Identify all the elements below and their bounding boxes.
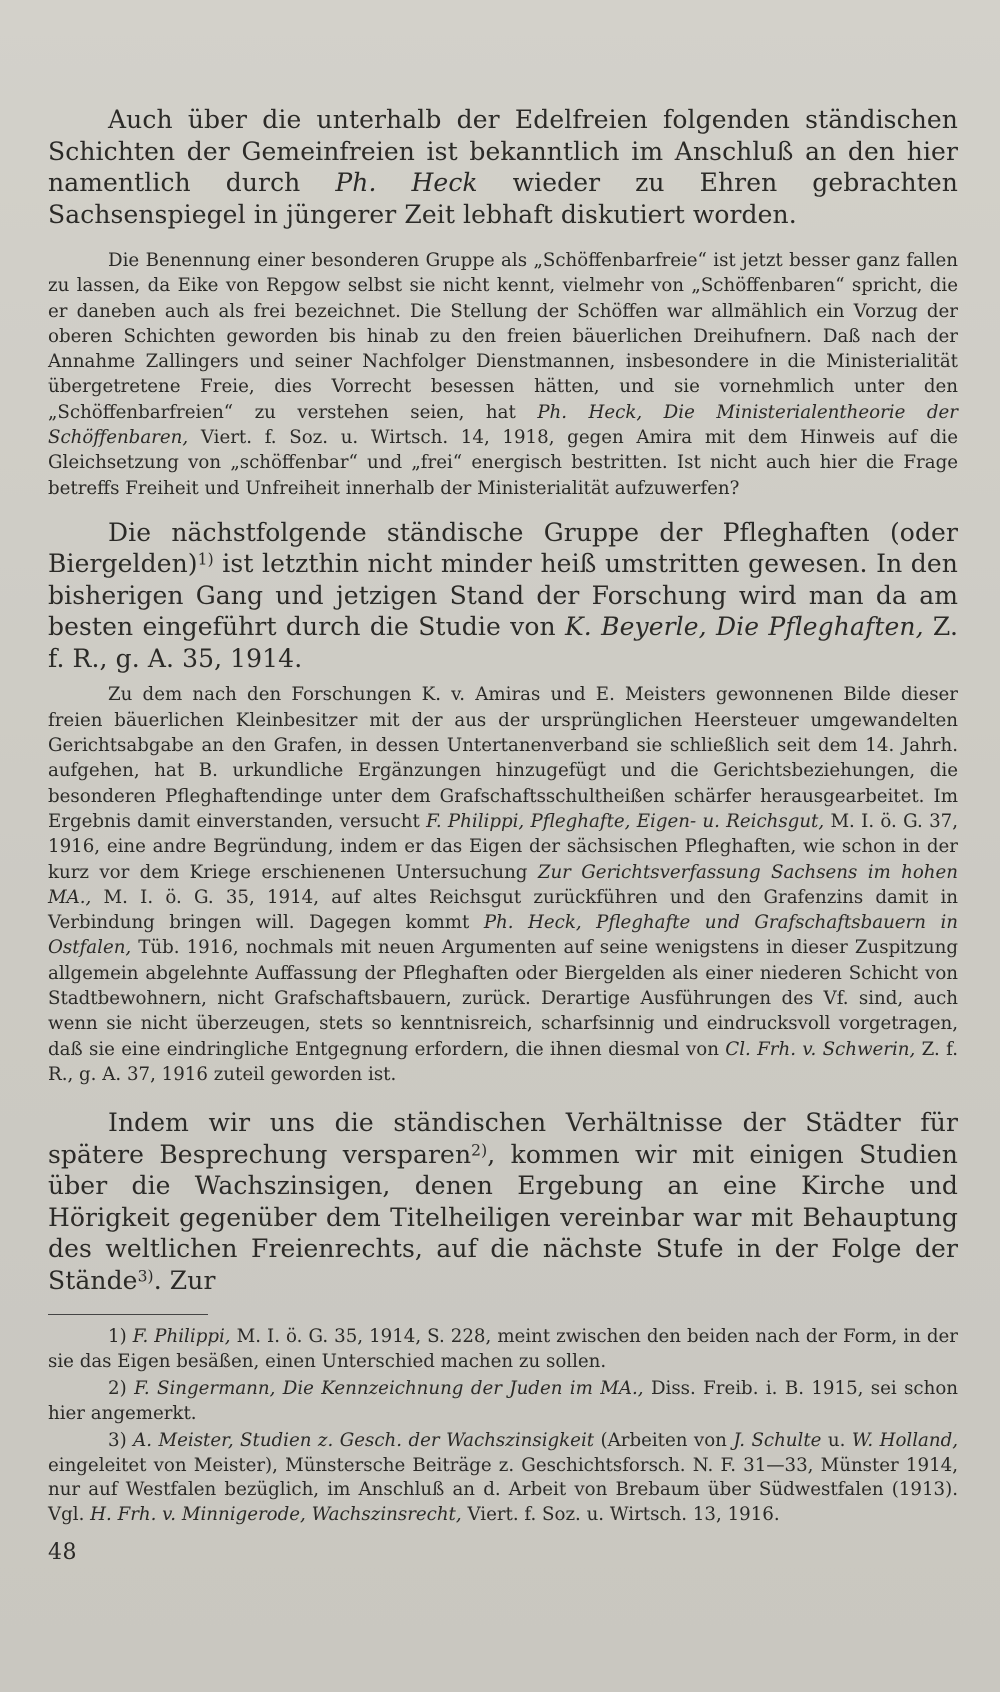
work-citation: K. Beyerle, Die Pfleghaften, (565, 612, 924, 642)
work-citation: F. Philippi, (132, 1326, 231, 1348)
paragraph-text: Die Benennung einer besonderen Gruppe als „Schöffenbarfreie“ ist jetzt besser ganz fallen zu lassen, da Eike von Repgow selbst sie nicht kennt, vielmehr von „Schöffenbaren“ spricht, die er daneben auch als frei bezeichnet. Die Stellung der Schöffen war allmählich ein Vorzug der oberen Schichten geworden bis hinab zu den freien bäuerlichen Dreihufnern. Daß nach der Annahme Zallingers und seiner Nachfolger Dienstmannen, insbesondere in die Ministerialität übergetretene Freie, dies Vorrecht besessen hätten, und sie vornehmlich unter den „Schöffenbarfreien“ zu verstehen seien, hat (48, 250, 958, 423)
footnote-ref: 1) (197, 550, 214, 569)
paragraph-text: , kommen wir mit einigen Studien über die Wachszinsigen, denen Ergebung an eine Kirche und Hörigkeit gegenüber dem Titelheiligen vereinbar war mit Behauptung des weltlichen Freienrechts, auf die nächste Stufe in der Folge der Stände (48, 1139, 959, 1295)
paragraph-beyerle-discussion (48, 682, 958, 1087)
work-citation: J. Schulte (733, 1430, 822, 1452)
paragraph-text: Die nächstfolgende ständische Gruppe der Pfleghaften (oder Biergelden) (48, 517, 958, 579)
footnote-text: (Arbeiten von (594, 1430, 734, 1452)
paragraph-text: ist letzthin nicht minder heiß umstritten gewesen. In den bisherigen Gang und jetzigen Stand der Forschung wird man da am besten eingeführt durch die Studie von (48, 549, 958, 642)
work-citation: F. Singermann, Die Kennzeichnung der Juden im MA., (134, 1378, 644, 1400)
work-citation: H. Frh. v. Minnigerode, Wachszinsrecht, (90, 1503, 462, 1525)
footnote-ref: 2) (471, 1140, 488, 1159)
paragraph-text: . Zur (153, 1265, 216, 1295)
paragraph-schoeffenbarfreie (48, 248, 958, 501)
paragraph-text: Indem wir uns die ständischen Verhältnisse der Städter für spätere Besprechung versparen (48, 1108, 958, 1169)
footnote-1 (48, 1325, 958, 1374)
paragraph-text: Tüb. 1916, nochmals mit neuen Argumenten auf seine wenigstens in dieser Zuspitzung allgemein abgelehnte Auffassung der Pfleghaften oder Biergelden als einer niederen Schicht von Stadtbewohnern, nicht Grafschaftsbauern, zurück. Derartige Ausführungen des Vf. sind, auch wenn sie nicht überzeugen, stets so kenntnisreich, scharfsinnig und eindrucksvoll vorgetragen, daß sie eine eindringliche Entgegnung erfordern, die ihnen diesmal von (48, 937, 958, 1060)
paragraph-gemeinfreien (48, 104, 958, 230)
work-citation: W. Holland, (851, 1430, 959, 1452)
paragraph-text: M. I. ö. G. 37, 1916, eine andre Begründung, indem er das Eigen der sächsischen Pfleghaften, wie schon in der kurz vor dem Kriege erschienenen Untersuchung (48, 810, 959, 883)
page-body (48, 104, 958, 1527)
footnote-3 (48, 1429, 958, 1527)
paragraph-text: Viert. f. Soz. u. Wirtsch. 14, 1918, gegen Amira mit dem Hinweis auf die Gleichsetzung von „schöffenbar“ und „frei“ energisch bestritten. Ist nicht auch hier die Frage betreffs Freiheit und Unfreiheit innerhalb der Ministerialität aufzuwerfen? (48, 427, 958, 499)
paragraph-wachszinsigen (48, 1107, 958, 1296)
footnote-ref: 3) (137, 1266, 154, 1285)
footnote-2 (48, 1377, 958, 1426)
paragraph-text: Z. f. R., g. A. 37, 1916 zuteil geworden ist. (48, 1038, 958, 1085)
work-citation: Ph. Heck, Die Ministerialentheorie der Schöffenbaren, (48, 401, 958, 449)
footnote-text: eingeleitet von Meister), Münstersche Beiträge z. Geschichtsforsch. N. F. 31—33, Münster 1914, nur auf Westfalen bezüglich, im Anschluß an d. Arbeit von Brebaum über Südwestfalen (1913). Vgl. (48, 1454, 958, 1525)
work-citation: F. Philippi, Pfleghafte, Eigen- u. Reichsgut, (426, 810, 825, 832)
work-citation: Ph. Heck, Pfleghafte und Grafschaftsbauern in Ostfalen, (48, 912, 958, 959)
footnote-text: Diss. Freib. i. B. 1915, sei schon hier angemerkt. (48, 1378, 958, 1424)
footnote-separator (48, 1314, 208, 1315)
work-citation: Zur Gerichtsverfassung Sachsens im hohen MA., (48, 861, 958, 908)
paragraph-text: Auch über die unterhalb der Edelfreien folgenden ständischen Schichten der Gemeinfreien ist bekanntlich im Anschluß an den hier namentlich durch (48, 105, 958, 197)
footnote-text: Viert. f. Soz. u. Wirtsch. 13, 1916. (461, 1503, 780, 1525)
footnote-text: M. I. ö. G. 35, 1914, S. 228, meint zwischen den beiden nach der Form, in der sie das Eigen besäßen, einen Unterschied machen zu sollen. (48, 1326, 958, 1372)
paragraph-text: Z. f. R., g. A. 35, 1914. (48, 612, 959, 673)
footnote-mark: 1) (108, 1326, 127, 1348)
footnote-mark: 2) (108, 1378, 127, 1400)
paragraph-text: wieder zu Ehren gebrachten Sachsenspiegel in jüngerer Zeit lebhaft diskutiert worden. (48, 168, 958, 229)
footnote-text: u. (821, 1430, 852, 1452)
footnote-mark: 3) (108, 1430, 127, 1452)
work-citation: Cl. Frh. v. Schwerin, (725, 1038, 916, 1060)
page-number: 48 (48, 1540, 77, 1565)
paragraph-text: M. I. ö. G. 35, 1914, auf altes Reichsgut zurückführen und den Grafenzins damit in Verbindung bringen will. Dagegen kommt (48, 886, 958, 934)
author-citation: Ph. Heck (335, 168, 478, 197)
work-citation: A. Meister, Studien z. Gesch. der Wachszinsigkeit (133, 1430, 595, 1452)
paragraph-text: Zu dem nach den Forschungen K. v. Amiras und E. Meisters gewonnenen Bilde dieser freien bäuerlichen Kleinbesitzer mit der aus der ursprünglichen Heersteuer umgewandelten Gerichtsabgabe an den Grafen, in dessen Untertanenverband sie schließlich seit dem 14. Jahrh. aufgehen, hat B. urkundliche Ergänzungen hinzugefügt und die Gerichtsbeziehungen, die besonderen Pfleghaftendinge unter dem Grafschaftsschultheißen schärfer herausgearbeitet. Im Ergebnis damit einverstanden, versucht (48, 684, 958, 832)
paragraph-pfleghaften (48, 517, 958, 675)
